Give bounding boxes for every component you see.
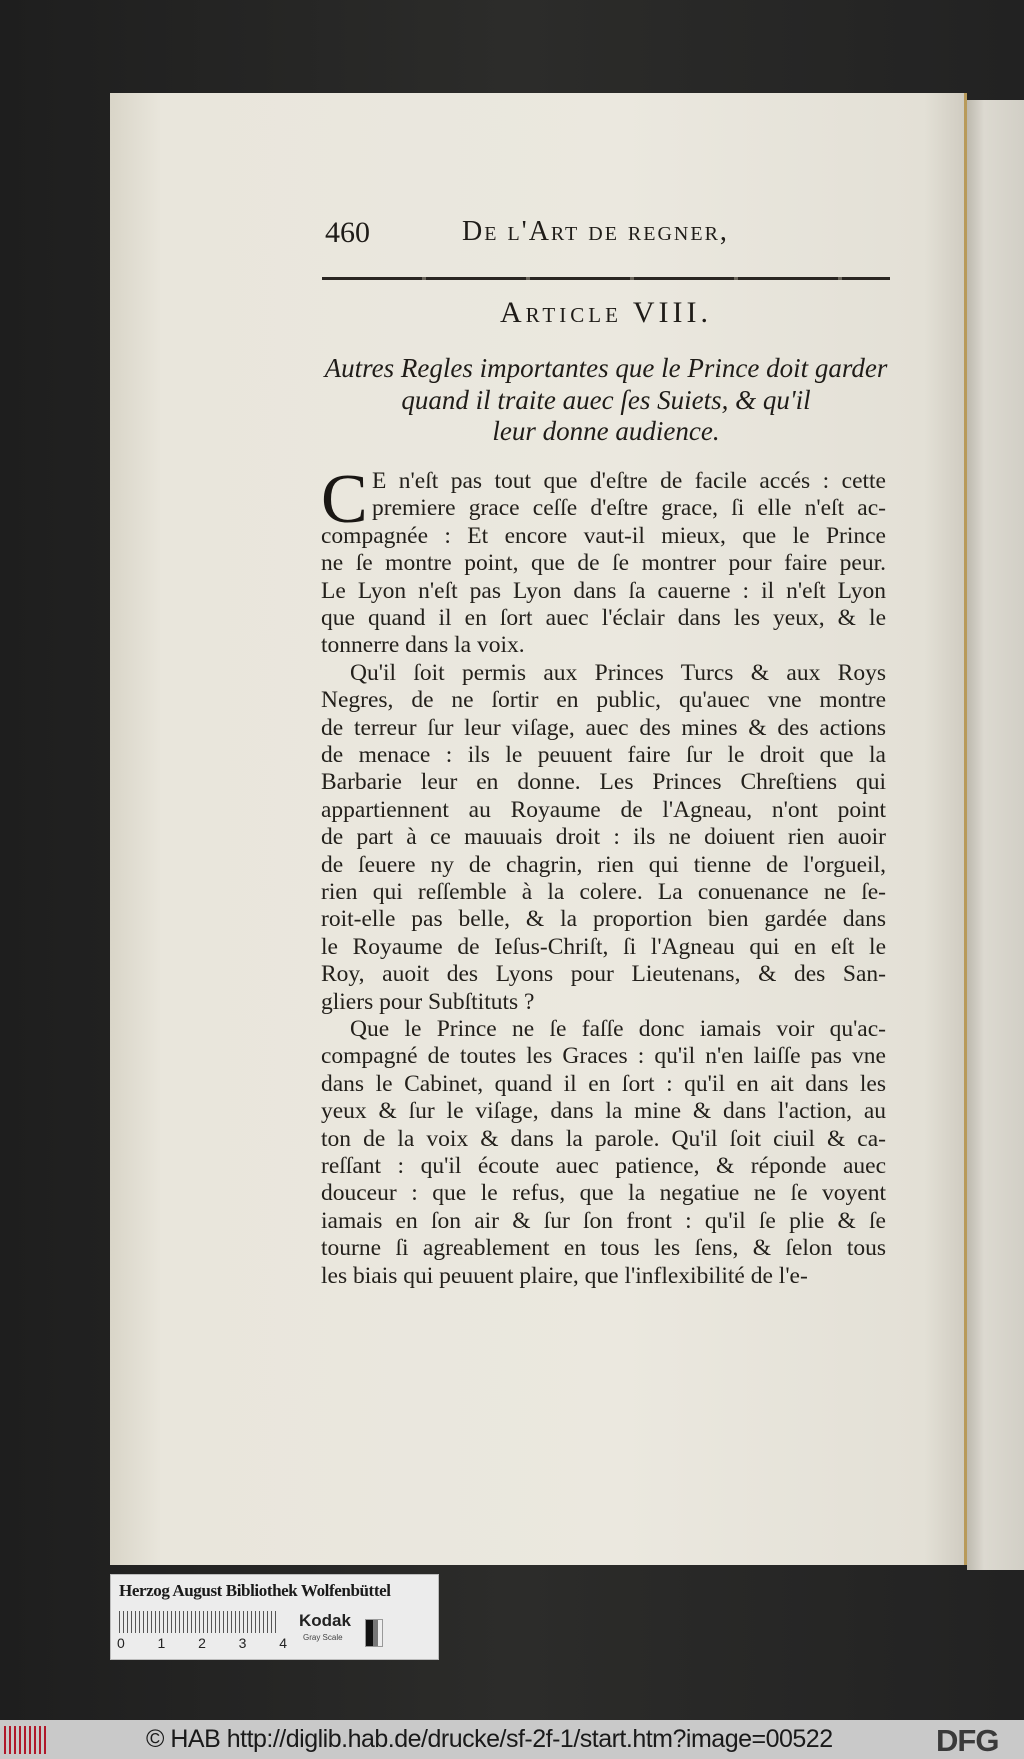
text-line: E n'eſt pas tout que d'eſtre de facile accés : cette <box>372 468 886 494</box>
text-line: de menace : ils le peuuent faire ſur le droit que la <box>321 742 886 768</box>
dfg-logo: DFG <box>936 1723 999 1758</box>
copyright-link[interactable]: © HAB http://diglib.hab.de/drucke/sf-2f-1/start.htm?image=00522 <box>146 1725 833 1753</box>
hab-logo-icon <box>4 1726 46 1754</box>
text-line: premiere grace ceſſe d'eſtre grace, ſi elle n'eſt ac- <box>372 495 886 522</box>
text-line: Roy, auoit des Lyons pour Lieutenans, & des San- <box>321 961 886 988</box>
text-line: rien qui reſſemble à la colere. La conuenance ne ſe- <box>321 879 886 905</box>
text-line: reſſant : qu'il écoute auec patience, & réponde auec <box>321 1153 886 1179</box>
text-line: iamais en ſon air & ſur ſon front : qu'il ſe plie & ſe <box>321 1207 886 1234</box>
gray-scale-label: Gray Scale <box>303 1633 343 1642</box>
text-line: Qu'il ſoit permis aux Princes Turcs & aux Roys <box>350 659 886 686</box>
library-label <box>110 1574 439 1660</box>
article-heading: Article VIII. <box>500 296 712 329</box>
text-line: ton de la voix & dans la parole. Qu'il ſoit ciuil & ca- <box>321 1125 886 1152</box>
ruler-number: 4 <box>279 1635 287 1651</box>
header-rule <box>322 277 890 280</box>
text-line: douceur : que le refus, que la negatiue ne ſe voyent <box>321 1180 886 1207</box>
text-line: tonnerre dans la voix. <box>321 632 525 659</box>
ruler-scale <box>119 1611 279 1633</box>
text-line: le Royaume de Ieſus-Chriſt, ſi l'Agneau qui en eſt le <box>321 933 886 960</box>
footer-bar <box>0 1720 1024 1759</box>
kodak-brand: Kodak <box>299 1611 351 1630</box>
ruler-number: 2 <box>198 1635 206 1651</box>
ruler-number: 1 <box>157 1635 166 1651</box>
text-line: gliers pour Subſtituts ? <box>321 988 535 1015</box>
ruler-number: 0 <box>117 1635 125 1651</box>
text-line: compagné de toutes les Graces : qu'il n'en laiſſe pas vne <box>321 1043 886 1070</box>
text-line: de ſeuere ny de chagrin, rien qui tienne de l'orgueil, <box>321 851 886 878</box>
article-subtitle-line: leur donne audience. <box>492 416 720 446</box>
gray-scale-swatch <box>365 1619 383 1647</box>
text-line: yeux & ſur le viſage, dans la mine & dans l'action, au <box>321 1098 886 1125</box>
article-subtitle-line: quand il traite auec ſes Suiets, & qu'il <box>401 385 811 415</box>
running-title: De l'Art de regner, <box>462 216 729 247</box>
next-page-edge <box>967 100 1024 1570</box>
drop-cap: C <box>321 461 368 538</box>
ruler-numbers <box>117 1635 287 1651</box>
text-line: Le Lyon n'eſt pas Lyon dans ſa cauerne : il n'eſt Lyon <box>321 577 886 604</box>
text-line: les biais qui peuuent plaire, que l'inflexibilité de l'e- <box>321 1262 808 1289</box>
text-line: que quand il en ſort auec l'éclair dans les yeux, & le <box>321 605 886 631</box>
text-line: compagnée : Et encore vaut-il mieux, que le Prince <box>321 522 886 549</box>
text-line: dans le Cabinet, quand il en ſort : qu'il en ait dans les <box>321 1070 886 1097</box>
text-line: roit-elle pas belle, & la proportion bien gardée dans <box>321 906 886 933</box>
text-line: de part à ce mauuais droit : ils ne doiuent rien auoir <box>321 824 886 851</box>
text-line: Barbarie leur en donne. Les Princes Chreſtiens qui <box>321 769 886 796</box>
text-line: de terreur ſur leur viſage, auec des mines & des actions <box>321 714 886 741</box>
text-line: appartiennent au Royaume de l'Agneau, n'ont point <box>321 796 886 823</box>
ruler-number: 3 <box>238 1635 247 1651</box>
text-line: Que le Prince ne ſe faſſe donc iamais voir qu'ac- <box>350 1016 886 1042</box>
page-number: 460 <box>325 216 370 249</box>
text-line: Negres, de ne ſortir en public, qu'auec vne montre <box>321 687 886 714</box>
text-line: ne ſe montre point, que de ſe montrer pour faire peur. <box>321 550 886 577</box>
institution-name: Herzog August Bibliothek Wolfenbüttel <box>119 1581 391 1600</box>
text-line: tourne ſi agreablement en tous les ſens, & ſelon tous <box>321 1235 886 1262</box>
article-subtitle-line: Autres Regles importantes que le Prince doit garder <box>324 353 888 383</box>
